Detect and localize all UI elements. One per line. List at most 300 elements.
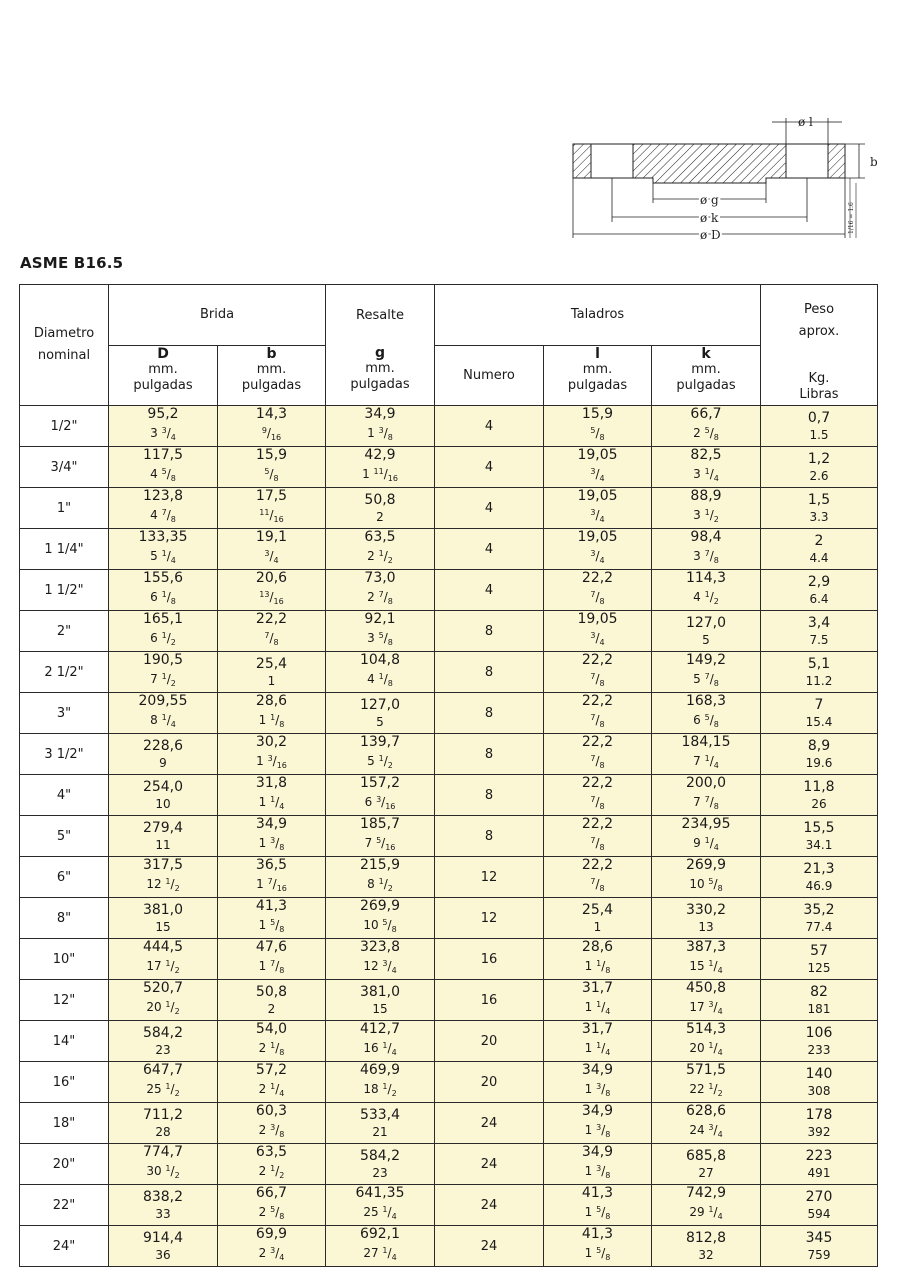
cell-k-inch: 5 $^7/_8$ bbox=[693, 672, 719, 688]
cell-numero: 16 bbox=[435, 980, 544, 1021]
cell-b bbox=[218, 980, 326, 1021]
cell-peso-mm: 11,8 bbox=[803, 778, 835, 795]
cell-k-mm: 149,2 bbox=[685, 652, 727, 668]
cell-D bbox=[109, 857, 218, 898]
cell-D bbox=[109, 693, 218, 734]
cell-peso bbox=[761, 775, 878, 816]
cell-D-mm: 711,2 bbox=[142, 1106, 184, 1123]
cell-peso-inch: 15.4 bbox=[805, 714, 833, 729]
cell-b-mm: 22,2 bbox=[255, 611, 288, 627]
cell-D-inch: 36 bbox=[155, 1247, 171, 1262]
cell-D bbox=[109, 734, 218, 775]
cell-l bbox=[544, 1144, 652, 1185]
cell-D-inch: 4 $^5/_8$ bbox=[150, 467, 176, 483]
cell-l-mm: 34,9 bbox=[581, 1103, 614, 1119]
cell-k bbox=[652, 939, 761, 980]
cell-D-inch: 4 $^7/_8$ bbox=[150, 508, 176, 524]
cell-k bbox=[652, 1226, 761, 1267]
cell-nominal: 18" bbox=[20, 1103, 109, 1144]
header-kg-text: Kg. bbox=[808, 371, 830, 386]
cell-b bbox=[218, 816, 326, 857]
cell-peso-inch: 19.6 bbox=[805, 755, 833, 770]
cell-D-mm: 520,7 bbox=[142, 980, 184, 996]
cell-b-mm: 57,2 bbox=[255, 1062, 288, 1078]
cell-b bbox=[218, 939, 326, 980]
cell-D-mm: 914,4 bbox=[142, 1229, 184, 1246]
cell-peso-mm: 2 bbox=[814, 532, 824, 549]
cell-D-mm: 117,5 bbox=[142, 447, 184, 463]
cell-nominal: 22" bbox=[20, 1185, 109, 1226]
cell-l-inch: 1 $^3/_8$ bbox=[584, 1082, 611, 1098]
cell-b-mm: 17,5 bbox=[255, 488, 288, 504]
cell-peso bbox=[761, 734, 878, 775]
cell-k-mm: 98,4 bbox=[690, 529, 722, 545]
cell-b bbox=[218, 488, 326, 529]
cell-numero: 12 bbox=[435, 898, 544, 939]
table-row bbox=[20, 734, 878, 775]
cell-numero: 8 bbox=[435, 816, 544, 857]
cell-D-inch: 3 $^3/_4$ bbox=[150, 426, 176, 442]
table-row bbox=[20, 1103, 878, 1144]
cell-k-inch: 27 bbox=[698, 1165, 714, 1180]
header-l-mm: mm. bbox=[582, 361, 613, 377]
cell-b bbox=[218, 1226, 326, 1267]
cell-g-mm: 63,5 bbox=[364, 529, 396, 545]
cell-k-mm: 450,8 bbox=[685, 980, 727, 996]
cell-nominal: 16" bbox=[20, 1062, 109, 1103]
cell-k-mm: 88,9 bbox=[690, 488, 722, 504]
cell-b-inch: 1 $^7/_8$ bbox=[258, 959, 285, 975]
flange-table bbox=[19, 284, 878, 1267]
cell-D bbox=[109, 980, 218, 1021]
cell-b-mm: 50,8 bbox=[255, 983, 288, 1000]
header-kg bbox=[761, 345, 878, 406]
cell-b-inch: 1 $^1/_4$ bbox=[258, 795, 285, 811]
cell-b bbox=[218, 693, 326, 734]
cell-g bbox=[326, 734, 435, 775]
cell-k-mm: 234,95 bbox=[681, 816, 731, 832]
table-row bbox=[20, 488, 878, 529]
cell-numero: 4 bbox=[435, 447, 544, 488]
cell-peso bbox=[761, 980, 878, 1021]
cell-D-mm: 95,2 bbox=[147, 406, 179, 422]
cell-l-inch: $^5/_8$ bbox=[590, 426, 605, 442]
cell-b-mm: 69,9 bbox=[255, 1226, 288, 1242]
cell-b bbox=[218, 529, 326, 570]
cell-l-inch: $^7/_8$ bbox=[590, 795, 605, 811]
cell-b-mm: 19,1 bbox=[255, 529, 288, 545]
cell-peso-mm: 2,9 bbox=[807, 573, 831, 590]
cell-peso-inch: 77.4 bbox=[805, 919, 833, 934]
cell-numero: 8 bbox=[435, 734, 544, 775]
cell-l bbox=[544, 693, 652, 734]
cell-D bbox=[109, 1185, 218, 1226]
cell-k-mm: 127,0 bbox=[685, 614, 727, 631]
cell-D-mm: 838,2 bbox=[142, 1188, 184, 1205]
table-row bbox=[20, 1226, 878, 1267]
cell-k-mm: 387,3 bbox=[685, 939, 727, 955]
cell-k-mm: 269,9 bbox=[685, 857, 727, 873]
cell-peso-mm: 15,5 bbox=[803, 819, 835, 836]
cell-g-mm: 157,2 bbox=[359, 775, 401, 791]
cell-b-mm: 28,6 bbox=[255, 693, 288, 709]
cell-g-inch: 2 $^7/_8$ bbox=[367, 590, 393, 606]
cell-b bbox=[218, 775, 326, 816]
cell-b bbox=[218, 1103, 326, 1144]
cell-g bbox=[326, 816, 435, 857]
cell-D bbox=[109, 529, 218, 570]
cell-peso bbox=[761, 447, 878, 488]
cell-l-mm: 25,4 bbox=[581, 901, 614, 918]
cell-D-mm: 155,6 bbox=[142, 570, 184, 586]
cell-peso bbox=[761, 693, 878, 734]
cell-b-inch: 2 $^1/_4$ bbox=[258, 1082, 285, 1098]
header-libras-text: Libras bbox=[799, 387, 839, 402]
cell-g-inch: 3 $^5/_8$ bbox=[367, 631, 393, 647]
cell-k bbox=[652, 406, 761, 447]
cell-g-mm: 641,35 bbox=[355, 1185, 405, 1201]
cell-b-inch: 2 $^5/_8$ bbox=[258, 1205, 285, 1221]
cell-l-inch: $^7/_8$ bbox=[590, 672, 605, 688]
flange-left-rim bbox=[573, 144, 591, 178]
cell-peso bbox=[761, 816, 878, 857]
cell-D-mm: 279,4 bbox=[142, 819, 184, 836]
cell-peso bbox=[761, 1144, 878, 1185]
table-row bbox=[20, 529, 878, 570]
cell-numero: 8 bbox=[435, 693, 544, 734]
cell-peso-mm: 345 bbox=[805, 1229, 833, 1246]
cell-peso-mm: 270 bbox=[805, 1188, 833, 1205]
cell-g bbox=[326, 1062, 435, 1103]
cell-l-inch: 1 bbox=[593, 919, 602, 934]
header-b-symbol: b bbox=[266, 345, 277, 362]
cell-g-inch: 2 $^1/_2$ bbox=[367, 549, 393, 565]
bolt-hole-left bbox=[591, 144, 633, 178]
cell-l-mm: 31,7 bbox=[581, 980, 614, 996]
cell-l-mm: 22,2 bbox=[581, 693, 614, 709]
cell-k-mm: 742,9 bbox=[685, 1185, 727, 1201]
cell-b-mm: 25,4 bbox=[255, 655, 288, 672]
table-row bbox=[20, 406, 878, 447]
header-k bbox=[652, 345, 761, 406]
cell-b-inch: 2 $^1/_2$ bbox=[258, 1164, 285, 1180]
header-k-pulgadas: pulgadas bbox=[676, 377, 736, 393]
cell-k bbox=[652, 1062, 761, 1103]
cell-b-inch: $^{13}/_{16}$ bbox=[259, 590, 284, 606]
cell-D-inch: 20 $^1/_2$ bbox=[146, 1000, 180, 1016]
cell-g-mm: 34,9 bbox=[364, 406, 396, 422]
cell-peso bbox=[761, 1185, 878, 1226]
cell-D-inch: 30 $^1/_2$ bbox=[146, 1164, 180, 1180]
cell-peso bbox=[761, 488, 878, 529]
cell-l-inch: $^7/_8$ bbox=[590, 590, 605, 606]
table-row bbox=[20, 939, 878, 980]
cell-l-mm: 41,3 bbox=[581, 1185, 614, 1201]
cell-peso-mm: 82 bbox=[810, 983, 828, 1000]
cell-peso-inch: 11.2 bbox=[805, 673, 833, 688]
cell-g bbox=[326, 1103, 435, 1144]
cell-D bbox=[109, 447, 218, 488]
cell-b bbox=[218, 1062, 326, 1103]
cell-k bbox=[652, 898, 761, 939]
cell-k-inch: 22 $^1/_2$ bbox=[689, 1082, 723, 1098]
cell-k bbox=[652, 980, 761, 1021]
cell-k-inch: 6 $^5/_8$ bbox=[693, 713, 719, 729]
cell-b-mm: 34,9 bbox=[255, 816, 288, 832]
cell-peso bbox=[761, 898, 878, 939]
header-numero bbox=[435, 345, 544, 406]
cell-D-inch: 12 $^1/_2$ bbox=[146, 877, 180, 893]
cell-peso-mm: 106 bbox=[805, 1024, 833, 1041]
cell-D bbox=[109, 406, 218, 447]
cell-b-inch: $^9/_{16}$ bbox=[261, 426, 282, 442]
header-D bbox=[109, 345, 218, 406]
flange-right-rim bbox=[828, 144, 845, 178]
cell-peso-mm: 3,4 bbox=[807, 614, 831, 631]
header-b-pulgadas: pulgadas bbox=[241, 377, 302, 393]
cell-l-mm: 19,05 bbox=[577, 611, 618, 627]
cell-peso-mm: 21,3 bbox=[803, 860, 835, 877]
cell-b bbox=[218, 1185, 326, 1226]
cell-g-mm: 42,9 bbox=[364, 447, 396, 463]
cell-g-inch: 1 $^{11}/_{16}$ bbox=[362, 467, 398, 483]
cell-nominal: 6" bbox=[20, 857, 109, 898]
cell-nominal: 8" bbox=[20, 898, 109, 939]
cell-D bbox=[109, 1103, 218, 1144]
cell-k bbox=[652, 816, 761, 857]
cell-b-inch: 1 $^3/_{16}$ bbox=[256, 754, 287, 770]
cell-nominal: 1 1/2" bbox=[20, 570, 109, 611]
cell-b-mm: 66,7 bbox=[255, 1185, 288, 1201]
label-g: ø g bbox=[700, 193, 719, 207]
cell-D-mm: 647,7 bbox=[142, 1062, 184, 1078]
cell-nominal: 10" bbox=[20, 939, 109, 980]
cell-b-inch: 2 bbox=[267, 1001, 276, 1016]
cell-g-mm: 323,8 bbox=[359, 939, 401, 955]
cell-b-inch: 1 $^5/_8$ bbox=[258, 918, 285, 934]
header-g bbox=[326, 345, 435, 406]
cell-peso-inch: 46.9 bbox=[805, 878, 833, 893]
cell-g-inch: 10 $^5/_8$ bbox=[363, 918, 397, 934]
cell-b-inch: $^{11}/_{16}$ bbox=[259, 508, 284, 524]
cell-l-inch: $^7/_8$ bbox=[590, 877, 605, 893]
cell-g-inch: 16 $^1/_4$ bbox=[363, 1041, 397, 1057]
cell-l-mm: 22,2 bbox=[581, 857, 614, 873]
cell-b-mm: 54,0 bbox=[255, 1021, 288, 1037]
cell-g bbox=[326, 939, 435, 980]
cell-b-mm: 60,3 bbox=[255, 1103, 288, 1119]
cell-D-mm: 190,5 bbox=[142, 652, 184, 668]
cell-g-inch: 18 $^1/_2$ bbox=[363, 1082, 397, 1098]
cell-D bbox=[109, 898, 218, 939]
cell-nominal: 4" bbox=[20, 775, 109, 816]
cell-nominal: 12" bbox=[20, 980, 109, 1021]
cell-g-mm: 269,9 bbox=[359, 898, 401, 914]
cell-l-inch: 1 $^5/_8$ bbox=[584, 1205, 611, 1221]
cell-D-inch: 6 $^1/_8$ bbox=[150, 590, 176, 606]
cell-D bbox=[109, 1021, 218, 1062]
cell-k-inch: 13 bbox=[698, 919, 714, 934]
cell-l-inch: $^7/_8$ bbox=[590, 713, 605, 729]
cell-peso-inch: 308 bbox=[807, 1083, 831, 1098]
cell-l-mm: 22,2 bbox=[581, 816, 614, 832]
cell-D-mm: 209,55 bbox=[138, 693, 188, 709]
cell-l-inch: $^3/_4$ bbox=[590, 508, 605, 524]
cell-D-mm: 165,1 bbox=[142, 611, 184, 627]
cell-k-mm: 685,8 bbox=[685, 1147, 727, 1164]
cell-k bbox=[652, 734, 761, 775]
cell-l-mm: 34,9 bbox=[581, 1062, 614, 1078]
cell-g-inch: 27 $^1/_4$ bbox=[363, 1246, 397, 1262]
table-row bbox=[20, 693, 878, 734]
cell-peso-mm: 7 bbox=[814, 696, 824, 713]
cell-g-mm: 139,7 bbox=[359, 734, 401, 750]
cell-b-inch: 2 $^1/_8$ bbox=[258, 1041, 285, 1057]
header-peso bbox=[761, 285, 878, 346]
cell-b bbox=[218, 570, 326, 611]
header-b-mm: mm. bbox=[256, 361, 287, 377]
cell-l-mm: 28,6 bbox=[581, 939, 614, 955]
cell-g bbox=[326, 898, 435, 939]
cell-k-mm: 66,7 bbox=[690, 406, 722, 422]
cell-numero: 20 bbox=[435, 1021, 544, 1062]
cell-k bbox=[652, 1185, 761, 1226]
cell-g-mm: 412,7 bbox=[359, 1021, 401, 1037]
cell-g bbox=[326, 611, 435, 652]
cell-nominal: 1/2" bbox=[20, 406, 109, 447]
cell-k-inch: 4 $^1/_2$ bbox=[693, 590, 719, 606]
table-row bbox=[20, 816, 878, 857]
cell-peso bbox=[761, 1103, 878, 1144]
cell-peso-inch: 392 bbox=[807, 1124, 831, 1139]
cell-peso-mm: 5,1 bbox=[807, 655, 831, 672]
cell-l bbox=[544, 1062, 652, 1103]
cell-D-inch: 6 $^1/_2$ bbox=[150, 631, 176, 647]
cell-D-inch: 23 bbox=[155, 1042, 171, 1057]
cell-g-inch: 25 $^1/_4$ bbox=[363, 1205, 397, 1221]
bolt-hole-right bbox=[786, 144, 828, 178]
cell-l bbox=[544, 939, 652, 980]
cell-g-mm: 533,4 bbox=[359, 1106, 401, 1123]
header-g-pulgadas: pulgadas bbox=[350, 377, 410, 392]
cell-k-inch: 15 $^1/_4$ bbox=[689, 959, 723, 975]
cell-b-inch: 2 $^3/_8$ bbox=[258, 1123, 285, 1139]
cell-g-mm: 469,9 bbox=[359, 1062, 401, 1078]
cell-D-mm: 123,8 bbox=[142, 488, 184, 504]
cell-D bbox=[109, 1226, 218, 1267]
cell-D bbox=[109, 611, 218, 652]
header-nominal bbox=[20, 285, 109, 406]
cell-g-inch: 23 bbox=[372, 1165, 388, 1180]
cell-D-inch: 11 bbox=[155, 837, 171, 852]
cell-l-inch: $^7/_8$ bbox=[590, 754, 605, 770]
cell-peso bbox=[761, 406, 878, 447]
cell-peso-inch: 6.4 bbox=[809, 591, 829, 606]
cell-l bbox=[544, 447, 652, 488]
cell-peso-inch: 2.6 bbox=[809, 468, 829, 483]
cell-D-inch: 33 bbox=[155, 1206, 171, 1221]
table-row bbox=[20, 570, 878, 611]
cell-k-inch: 3 $^1/_4$ bbox=[693, 467, 719, 483]
cell-peso bbox=[761, 1062, 878, 1103]
cell-g bbox=[326, 857, 435, 898]
cell-b bbox=[218, 447, 326, 488]
cell-l-inch: $^3/_4$ bbox=[590, 549, 605, 565]
cell-D-mm: 584,2 bbox=[142, 1024, 184, 1041]
cell-k-inch: 24 $^3/_4$ bbox=[689, 1123, 723, 1139]
cell-k bbox=[652, 1144, 761, 1185]
cell-numero: 24 bbox=[435, 1185, 544, 1226]
cell-l-inch: 1 $^5/_8$ bbox=[584, 1246, 611, 1262]
cell-D bbox=[109, 1062, 218, 1103]
cell-peso-inch: 7.5 bbox=[809, 632, 829, 647]
cell-l-mm: 19,05 bbox=[577, 488, 618, 504]
header-brida: Brida bbox=[109, 285, 326, 346]
table-row bbox=[20, 1185, 878, 1226]
cell-l-mm: 22,2 bbox=[581, 570, 614, 586]
cell-D-inch: 25 $^1/_2$ bbox=[146, 1082, 180, 1098]
cell-peso-inch: 491 bbox=[807, 1165, 831, 1180]
cell-D bbox=[109, 1144, 218, 1185]
cell-k-inch: 7 $^1/_4$ bbox=[693, 754, 719, 770]
cell-l bbox=[544, 898, 652, 939]
cell-peso-mm: 8,9 bbox=[807, 737, 831, 754]
table-row bbox=[20, 1062, 878, 1103]
cell-g bbox=[326, 1226, 435, 1267]
table-row bbox=[20, 898, 878, 939]
cell-k-inch: 17 $^3/_4$ bbox=[689, 1000, 723, 1016]
header-l bbox=[544, 345, 652, 406]
cell-peso-inch: 1.5 bbox=[809, 427, 829, 442]
cell-b-mm: 15,9 bbox=[255, 447, 288, 463]
cell-l-inch: $^3/_4$ bbox=[590, 467, 605, 483]
cell-D-inch: 9 bbox=[159, 755, 167, 770]
cell-nominal: 1" bbox=[20, 488, 109, 529]
cell-l-mm: 19,05 bbox=[577, 529, 618, 545]
cell-D-mm: 381,0 bbox=[142, 901, 184, 918]
cell-peso bbox=[761, 570, 878, 611]
cell-D-inch: 15 bbox=[155, 919, 171, 934]
cell-l bbox=[544, 611, 652, 652]
cell-g-mm: 584,2 bbox=[359, 1147, 401, 1164]
cell-numero: 24 bbox=[435, 1226, 544, 1267]
cell-numero: 20 bbox=[435, 1062, 544, 1103]
cell-peso-inch: 34.1 bbox=[805, 837, 833, 852]
cell-nominal: 1 1/4" bbox=[20, 529, 109, 570]
cell-D-mm: 317,5 bbox=[142, 857, 184, 873]
cell-b bbox=[218, 898, 326, 939]
cell-g bbox=[326, 447, 435, 488]
cell-b-mm: 47,6 bbox=[255, 939, 288, 955]
cell-peso-inch: 759 bbox=[807, 1247, 831, 1262]
cell-k-mm: 114,3 bbox=[685, 570, 727, 586]
cell-g-mm: 104,8 bbox=[359, 652, 401, 668]
cell-b-inch: 1 bbox=[267, 673, 276, 688]
cell-g bbox=[326, 529, 435, 570]
header-taladros: Taladros bbox=[435, 285, 761, 346]
header-resalte: Resalte bbox=[326, 285, 435, 346]
cell-b bbox=[218, 734, 326, 775]
cell-numero: 4 bbox=[435, 570, 544, 611]
cell-peso bbox=[761, 1021, 878, 1062]
cell-b-inch: 2 $^3/_4$ bbox=[258, 1246, 285, 1262]
table-row bbox=[20, 1144, 878, 1185]
cell-b bbox=[218, 406, 326, 447]
cell-l bbox=[544, 775, 652, 816]
cell-l bbox=[544, 652, 652, 693]
flange-table-body bbox=[20, 406, 878, 1267]
cell-D-inch: 5 $^1/_4$ bbox=[150, 549, 176, 565]
